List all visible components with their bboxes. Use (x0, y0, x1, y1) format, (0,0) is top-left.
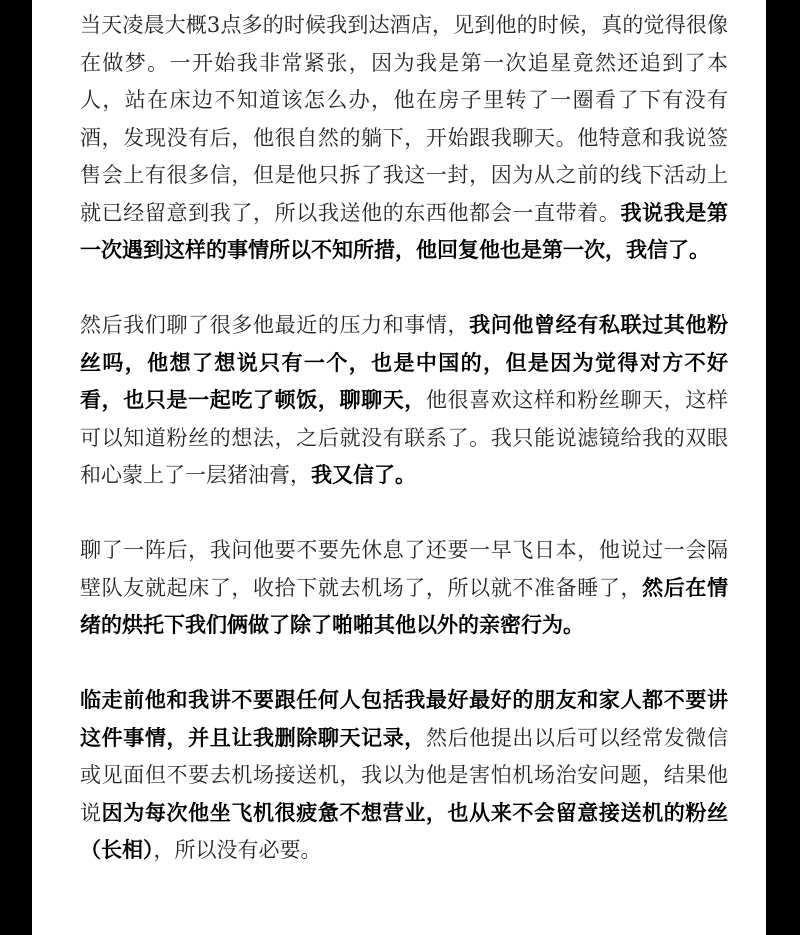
emphasized-text: 我说我是第一次遇到这样的事情所以不知所措，他回复他也是第一次，我信了。 (80, 200, 728, 262)
emphasized-text: 因为每次他坐飞机很疲惫不想营业，也从来不会留意接送机的粉丝（长相） (80, 800, 729, 862)
emphasized-text: 临走前他和我讲不要跟任何人包括我最好最好的朋友和家人都不要讲这件事情，并且让我删除聊天记录， (80, 688, 728, 750)
text-segment: 然后我们聊了很多他最近的压力和事情， (80, 313, 470, 337)
emphasized-text: 我问他曾经有私联过其他粉丝吗，他想了想说只有一个，也是中国的，但是因为觉得对方不好看，也只是一起吃了顿饭，聊聊天， (80, 313, 728, 412)
text-segment: 当天凌晨大概3点多的时候我到达酒店，见到他的时候，真的觉得很像在做梦。一开始我非常紧张，因为我是第一次追星竟然还追到了本人，站在床边不知道该怎么办，他在房子里转了一圈看了下有没有酒，发现没有后，他很自然的躺下，开始跟我聊天。他特意和我说签售会上有很多信，但是他只拆了我这一封，因为从之前的线下活动上就已经留意到我了，所以我送他的东西他都会一直带着。 (80, 13, 728, 225)
text-segment: 他很喜欢这样和粉丝聊天，这样可以知道粉丝的想法，之后就没有联系了。我只能说滤镜给我的双眼和心蒙上了一层猪油膏， (80, 388, 729, 487)
paragraph-arrival (80, 7, 728, 270)
emphasized-text: 我又信了。 (311, 463, 416, 487)
paragraph-departure-prep (80, 532, 728, 645)
paragraph-conversation (80, 307, 728, 495)
emphasized-text: 然后在情绪的烘托下我们俩做了除了啪啪其他以外的亲密行为。 (80, 575, 729, 637)
article-page (32, 0, 766, 935)
text-segment: 聊了一阵后，我问他要不要先休息了还要一早飞日本，他说过一会隔壁队友就起床了，收拾下就去机场了，所以就不准备睡了， (80, 538, 728, 600)
text-segment: 然后他提出以后可以经常发微信或见面但不要去机场接送机，我以为他是害怕机场治安问题，结果他说 (80, 725, 729, 825)
text-segment: ，所以没有必要。 (153, 838, 322, 862)
paragraph-before-leaving (80, 682, 728, 870)
